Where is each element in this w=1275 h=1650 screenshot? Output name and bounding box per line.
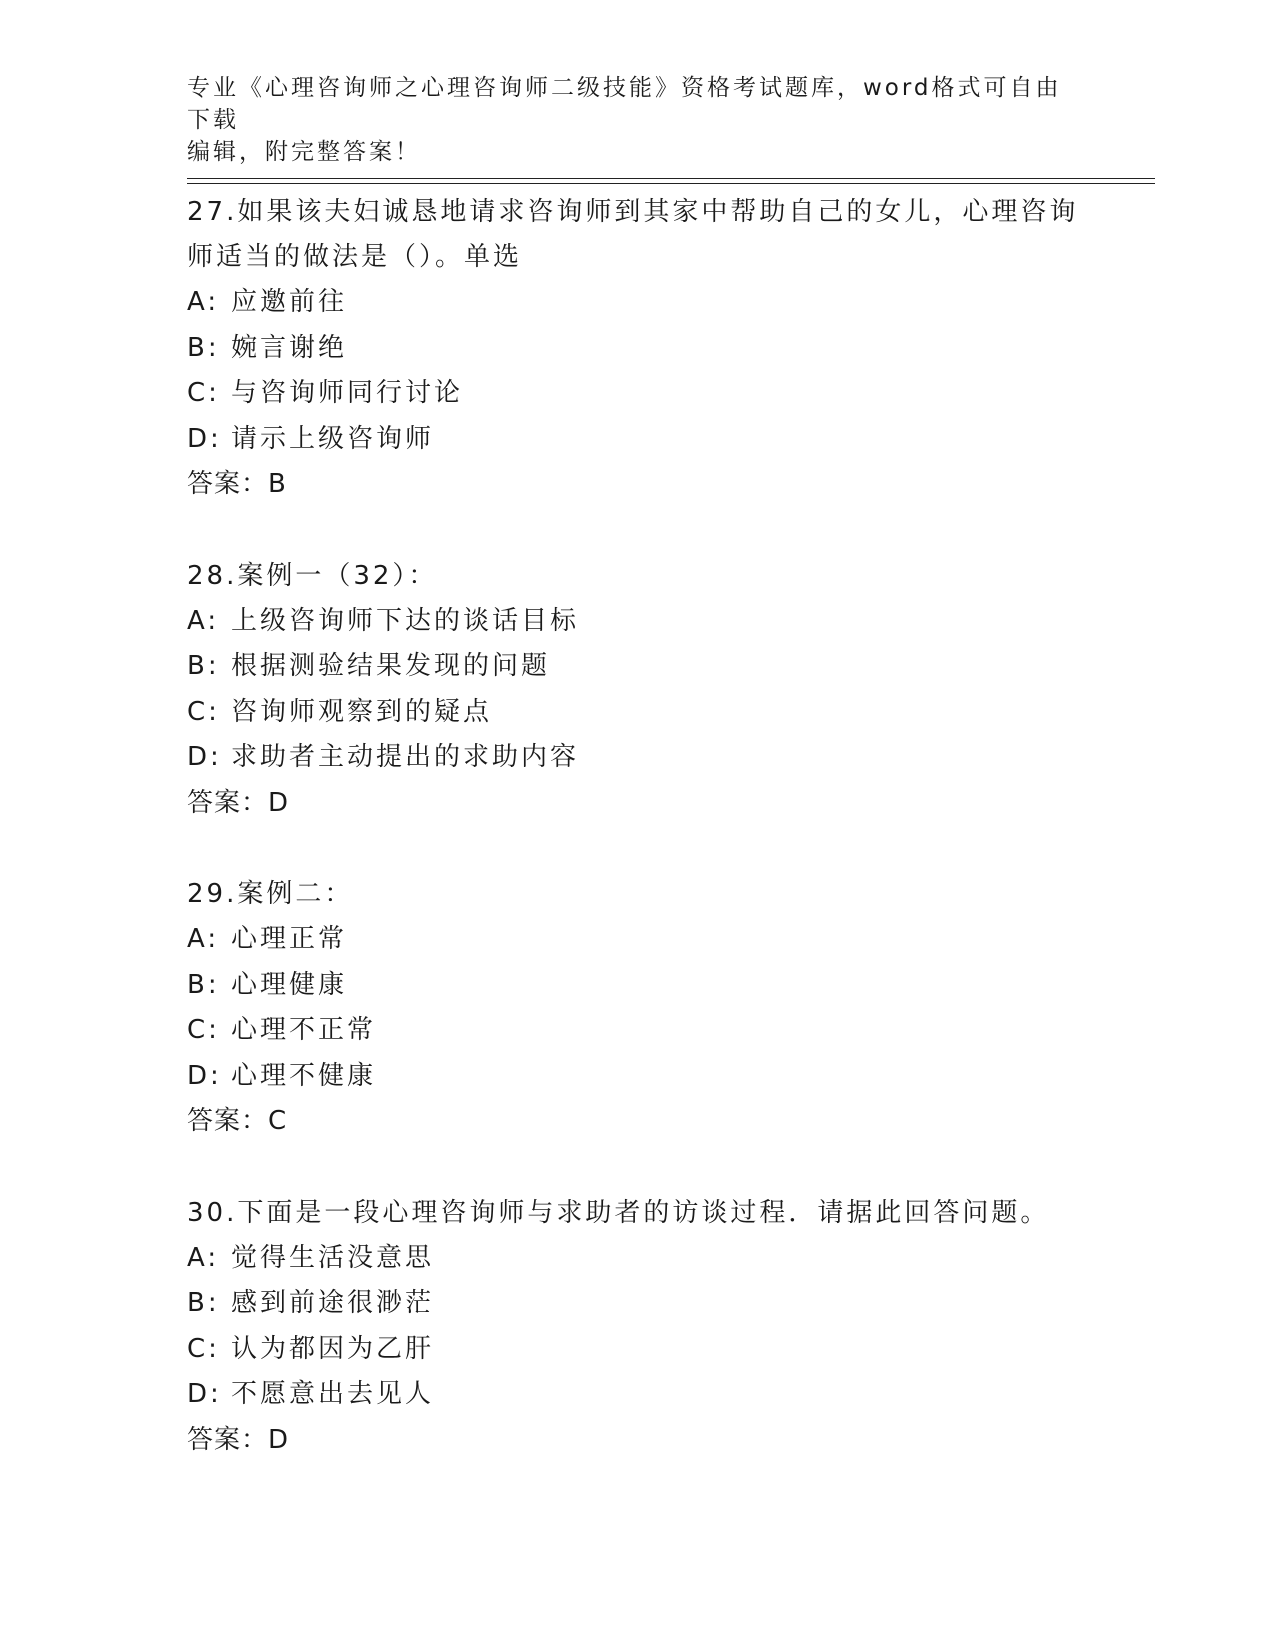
option-letter: A: bbox=[187, 605, 220, 636]
option-letter: A: bbox=[187, 924, 220, 954]
option-text: 与咨询师同行讨论 bbox=[231, 378, 464, 408]
header-line-1: 专业《心理咨询师之心理咨询师二级技能》资格考试题库，word格式可自由下载 bbox=[187, 75, 1062, 133]
question-29 bbox=[187, 872, 1087, 1145]
option-letter: B: bbox=[187, 969, 220, 1000]
document-header bbox=[187, 72, 1087, 168]
option-text: 婉言谢绝 bbox=[231, 332, 348, 363]
option-letter: C: bbox=[187, 378, 220, 408]
option-a bbox=[187, 599, 1087, 645]
option-b bbox=[187, 326, 1087, 372]
option-d bbox=[187, 1372, 1087, 1418]
option-d bbox=[187, 417, 1087, 463]
option-letter: B: bbox=[187, 332, 220, 363]
option-d bbox=[187, 735, 1087, 781]
option-text: 根据测验结果发现的问题 bbox=[231, 651, 551, 681]
option-c bbox=[187, 1008, 1087, 1054]
answer-line: 答案：B bbox=[187, 469, 287, 499]
question-list bbox=[187, 190, 1087, 1509]
option-text: 求助者主动提出的求助内容 bbox=[231, 742, 580, 772]
option-a bbox=[187, 1236, 1087, 1282]
option-letter: A: bbox=[187, 287, 220, 317]
option-b bbox=[187, 963, 1087, 1009]
option-text: 咨询师观察到的疑点 bbox=[231, 696, 493, 727]
option-d bbox=[187, 1054, 1087, 1100]
option-text: 心理健康 bbox=[231, 969, 348, 1000]
question-stem: 28.案例一（32）： bbox=[187, 560, 438, 591]
answer-line: 答案：C bbox=[187, 1106, 288, 1136]
answer-line: 答案：D bbox=[187, 787, 290, 818]
option-text: 上级咨询师下达的谈话目标 bbox=[231, 605, 580, 636]
option-c bbox=[187, 1327, 1087, 1373]
option-text: 认为都因为乙肝 bbox=[231, 1333, 435, 1364]
option-letter: D: bbox=[187, 742, 222, 772]
option-b bbox=[187, 1281, 1087, 1327]
question-stem: 27.如果该夫妇诚恳地请求咨询师到其家中帮助自己的女儿，心理咨询 bbox=[187, 197, 1079, 227]
question-27 bbox=[187, 190, 1087, 508]
option-letter: D: bbox=[187, 1060, 222, 1091]
option-c bbox=[187, 371, 1087, 417]
option-letter: C: bbox=[187, 1015, 220, 1045]
question-stem: 29.案例二： bbox=[187, 879, 354, 909]
question-stem-continued: 师适当的做法是（）。单选 bbox=[187, 242, 523, 272]
option-b bbox=[187, 644, 1087, 690]
option-letter: C: bbox=[187, 696, 220, 727]
option-text: 心理不正常 bbox=[231, 1015, 377, 1045]
question-stem: 30.下面是一段心理咨询师与求助者的访谈过程．请据此回答问题。 bbox=[187, 1197, 1050, 1228]
option-letter: B: bbox=[187, 1288, 220, 1318]
option-a bbox=[187, 280, 1087, 326]
option-text: 感到前途很渺茫 bbox=[231, 1288, 435, 1318]
header-line-2: 编辑，附完整答案！ bbox=[187, 139, 421, 165]
option-letter: B: bbox=[187, 651, 220, 681]
option-letter: D: bbox=[187, 1379, 222, 1409]
option-letter: C: bbox=[187, 1333, 220, 1364]
option-text: 心理正常 bbox=[231, 924, 348, 954]
answer-line: 答案：D bbox=[187, 1424, 290, 1455]
option-text: 请示上级咨询师 bbox=[231, 423, 435, 454]
option-text: 心理不健康 bbox=[231, 1060, 377, 1091]
option-text: 不愿意出去见人 bbox=[231, 1379, 435, 1409]
header-divider bbox=[187, 178, 1155, 184]
option-c bbox=[187, 690, 1087, 736]
option-letter: D: bbox=[187, 423, 222, 454]
option-text: 觉得生活没意思 bbox=[231, 1242, 435, 1273]
question-30 bbox=[187, 1191, 1087, 1464]
option-text: 应邀前往 bbox=[231, 287, 348, 317]
option-a bbox=[187, 917, 1087, 963]
question-28 bbox=[187, 554, 1087, 827]
option-letter: A: bbox=[187, 1242, 220, 1273]
